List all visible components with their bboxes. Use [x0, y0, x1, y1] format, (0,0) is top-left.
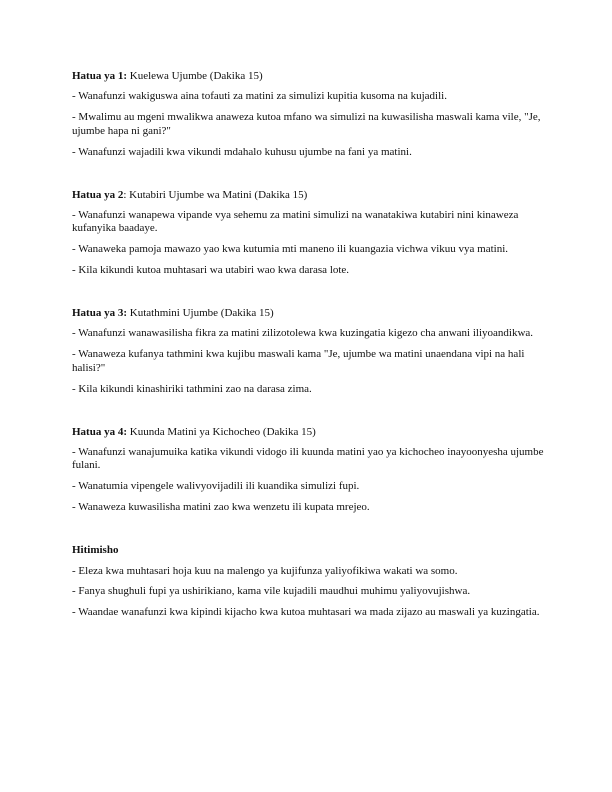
list-item: - Wanafunzi wanapewa vipande vya sehemu za matini simulizi na wanatakiwa kutabiri nini kinaweza kufanyika baadaye. — [72, 208, 519, 235]
heading-label: Hatua ya 2 — [72, 188, 124, 201]
list-item: - Waandae wanafunzi kwa kipindi kijacho kwa kutoa muhtasari wa mada zijazo au maswali ya kuzingatia. — [72, 606, 540, 619]
section-hatua-3 — [72, 307, 546, 396]
section-spacer — [72, 285, 546, 307]
section-hatua-4 — [72, 426, 546, 515]
heading-title: : Kutabiri Ujumbe wa Matini (Dakika 15) — [123, 188, 308, 201]
list-item: - Kila kikundi kinashiriki tathmini zao na darasa zima. — [72, 382, 312, 395]
list-item: - Wanaweza kufanya tathmini kwa kujibu maswali kama "Je, ujumbe wa matini unaendana vipi na hali halisi?" — [72, 348, 525, 374]
list-item: - Mwalimu au mgeni mwalikwa anaweza kutoa mfano wa simulizi na kuwasilisha maswali kama vile, "Je, ujumbe hapa ni gani?" — [72, 111, 541, 137]
section-spacer — [72, 404, 546, 426]
list-item: - Wanatumia vipengele walivyovijadili ili kuandika simulizi fupi. — [72, 480, 360, 493]
list-item: - Eleza kwa muhtasari hoja kuu na malengo ya kujifunza yaliyofikiwa wakati wa somo. — [72, 564, 458, 577]
heading-label: Hatua ya 1: — [72, 70, 127, 82]
section-heading — [72, 307, 546, 320]
list-item: - Wanaweka pamoja mawazo yao kwa kutumia mti maneno ili kuangazia vichwa vikuu vya matini. — [72, 243, 509, 256]
heading-title: Kutathmini Ujumbe (Dakika 15) — [127, 307, 274, 320]
list-item: - Wanaweza kuwasilisha matini zao kwa wenzetu ili kupata mrejeo. — [72, 501, 370, 514]
heading-label: Hatua ya 4: — [72, 425, 127, 438]
document-page — [72, 70, 546, 627]
section-heading — [72, 70, 546, 83]
heading-title: Kuunda Matini ya Kichocheo (Dakika 15) — [127, 425, 316, 438]
section-hatua-1 — [72, 70, 546, 159]
section-heading — [72, 426, 546, 439]
section-spacer — [72, 522, 546, 544]
list-item: - Wanafunzi wanawasilisha fikra za matini zilizotolewa kwa kuzingatia kigezo cha anwani iliyoandikwa. — [72, 327, 534, 340]
list-item: - Wanafunzi wakiguswa aina tofauti za matini za simulizi kupitia kusoma na kujadili. — [72, 90, 447, 103]
list-item: - Fanya shughuli fupi ya ushirikiano, kama vile kujadili maudhui muhimu yaliyovujishwa. — [72, 585, 471, 598]
heading-label: Hatua ya 3: — [72, 307, 127, 320]
heading-label: Hitimisho — [72, 544, 119, 557]
heading-title: Kuelewa Ujumbe (Dakika 15) — [127, 70, 263, 82]
list-item: - Wanafunzi wanajumuika katika vikundi vidogo ili kuunda matini yao ya kichocheo inayoonyesha ujumbe fulani. — [72, 446, 544, 472]
list-item: - Kila kikundi kutoa muhtasari wa utabiri wao kwa darasa lote. — [72, 264, 350, 277]
section-heading — [72, 544, 546, 557]
section-hatua-2 — [72, 189, 546, 278]
section-hitimisho — [72, 544, 546, 620]
section-heading — [72, 189, 546, 202]
list-item: - Wanafunzi wajadili kwa vikundi mdahalo kuhusu ujumbe na fani ya matini. — [72, 145, 412, 158]
section-spacer — [72, 167, 546, 189]
